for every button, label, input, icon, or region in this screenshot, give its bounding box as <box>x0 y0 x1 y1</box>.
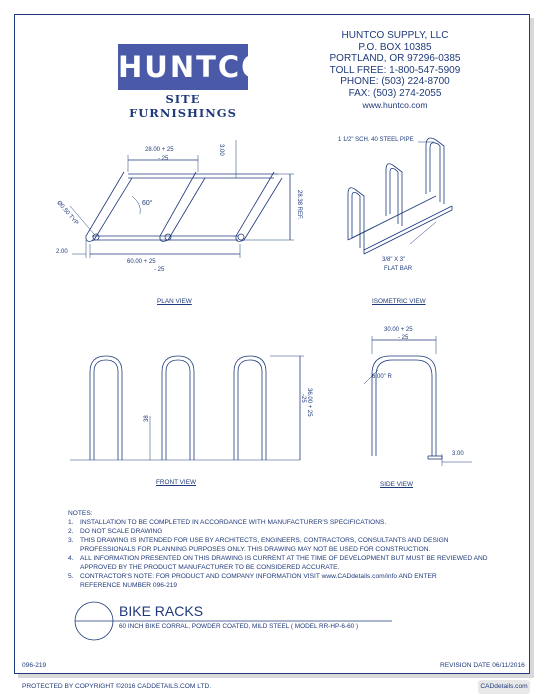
note-line <box>68 527 488 536</box>
note-number: 4. <box>68 555 74 562</box>
plan-dim-top: 28.00 + 25 <box>145 147 174 153</box>
note-text: PROFESSIONALS FOR PLANNING PURPOSES ONLY. THIS DRAWING MAY NOT BE USED FOR CONSTRUCTION. <box>80 546 431 553</box>
company-po-box: P.O. BOX 10385 <box>358 41 432 53</box>
note-line <box>68 518 488 527</box>
side-dim-width: 30.00 + 25 <box>384 327 413 333</box>
logo-tagline: SITE FURNISHINGS <box>129 92 237 120</box>
huntco-logo: HUNTCO <box>118 44 248 90</box>
note-line <box>68 536 488 545</box>
front-dim-height-tol: -25 <box>300 394 306 403</box>
note-number: 3. <box>68 537 74 544</box>
plan-view-drawing <box>70 140 294 258</box>
note-line <box>68 545 488 554</box>
caddetails-brand[interactable]: CADdetails.com <box>478 680 530 694</box>
footer-ref: 096-219 <box>22 662 47 669</box>
side-dim-radius: 6.00" R <box>372 374 392 380</box>
plan-dim-top-tol: - 25 <box>158 156 169 162</box>
company-toll-free: TOLL FREE: 1-800-547-5909 <box>329 64 461 76</box>
drawing-title: BIKE RACKS <box>119 603 204 619</box>
company-website[interactable]: www.huntco.com <box>362 99 428 110</box>
notes-heading: NOTES: <box>68 510 93 517</box>
note-line <box>68 554 488 563</box>
iso-pipe-note: 1 1/2" SCH. 40 STEEL PIPE <box>338 137 414 143</box>
side-dim-width-tol: - 25 <box>398 335 409 341</box>
iso-bar-note-2: FLAT BAR <box>384 266 413 272</box>
plan-dim-left: 2.00 <box>56 249 68 255</box>
note-line <box>68 563 488 572</box>
company-address-block <box>300 30 490 111</box>
isometric-view-drawing <box>348 138 452 254</box>
plan-dim-height: 28.38 REF. <box>296 190 302 220</box>
plan-dim-pipe: Ø0.50 TYP <box>55 200 80 227</box>
front-dim-height: 36.00 + 25 <box>306 388 312 417</box>
drawing-subtitle: 60 INCH BIKE CORRAL, POWDER COATED, MILD STEEL ( MODEL RR-HP-6-60 ) <box>119 623 359 630</box>
front-dim-base: 38 <box>144 415 150 422</box>
side-view-drawing <box>364 336 472 466</box>
notes-list <box>68 518 488 590</box>
front-view-label: FRONT VIEW <box>156 479 197 486</box>
company-city: PORTLAND, OR 97296-0385 <box>329 53 461 65</box>
note-text: INSTALLATION TO BE COMPLETED IN ACCORDANCE WITH MANUFACTURER'S SPECIFICATIONS. <box>80 519 387 526</box>
note-text: CONTRACTOR'S NOTE: FOR PRODUCT AND COMPANY INFORMATION VISIT www.CADdetails.com/info AND ENTER <box>80 573 437 580</box>
note-text: REFERENCE NUMBER 096-219 <box>80 582 178 589</box>
note-line <box>68 581 488 590</box>
notes-block <box>68 509 488 590</box>
plan-dim-angle: 60° <box>142 200 153 207</box>
plan-dim-offset: 3.00 <box>218 144 224 156</box>
note-line <box>68 572 488 581</box>
plan-dim-bottom-tol: - 25 <box>154 267 165 273</box>
front-view-drawing <box>70 356 304 460</box>
note-text: ALL INFORMATION PRESENTED ON THIS DRAWING IS CURRENT AT THE TIME OF DEVELOPMENT BUT MUST BE REVIEWED AND <box>80 555 488 562</box>
company-name: HUNTCO SUPPLY, LLC <box>341 30 449 41</box>
note-text: APPROVED BY THE PRODUCT MANUFACTURER TO BE CONSIDERED ACCURATE. <box>80 564 340 571</box>
side-view-label: SIDE VIEW <box>380 481 414 488</box>
footer-copyright: PROTECTED BY COPYRIGHT ©2016 CADDETAILS.COM LTD. <box>22 683 212 690</box>
note-number: 1. <box>68 519 74 526</box>
note-number: 2. <box>68 528 74 535</box>
side-dim-foot: 3.00 <box>452 451 464 457</box>
footer-revision: REVISION DATE 06/11/2016 <box>440 662 525 669</box>
note-number: 5. <box>68 573 74 580</box>
note-text: THIS DRAWING IS INTENDED FOR USE BY ARCHITECTS, ENGINEERS, CONTRACTORS, CONSULTANTS AND DESIGN <box>80 537 449 544</box>
company-fax: FAX: (503) 274-2055 <box>348 87 442 99</box>
note-text: DO NOT SCALE DRAWING <box>80 528 163 535</box>
isometric-view-label: ISOMETRIC VIEW <box>372 298 426 305</box>
iso-bar-note-1: 3/8" X 3" <box>382 257 406 263</box>
company-phone: PHONE: (503) 224-8700 <box>340 76 450 88</box>
plan-view-label: PLAN VIEW <box>157 298 192 305</box>
plan-dim-bottom: 60.00 + 25 <box>127 259 156 265</box>
